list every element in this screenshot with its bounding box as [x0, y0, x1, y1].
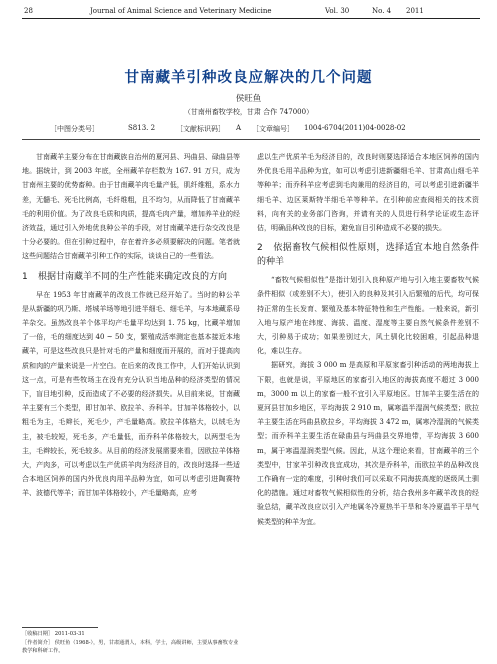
section-2-paragraph-2: 据研究，海拔 3 000 m 是高原和平原家畜引种活动的两地海拔上下限，也就是说，平原地区的家畜引入地区的海拔高度不超过 3 000 m，3000 m 以上的家畜一般不宜引入平原地区。甘加羊主要生活在的夏河县甘加乡地区，平均海拔 2 910 m，属寒温半湿润气候类型；欧拉羊主要生活在玛曲县欧拉乡，平均海拔 3 472 m，属寒冷湿润的气候类型；而乔科羊主要生活在碌曲县与玛曲县交界地带，平均海拔 3 600 m，属于寒温湿润类型气候。因此，从这个理论来看，甘南藏羊的三个类型中，甘家羊引种改良宜成功，其次是乔科羊，而欧拉羊的品种改良工作确有一定的难度，引种时我们可以采取不同海拔高度的逐级风土驯化的措施。通过对畜牧气候相似性的分析，结合我州多年藏羊改良的经验总结，藏羊改良应以引入产地属冬冷夏热半干旱和冬冷夏温半干旱气候类型的种羊为宜。	[257, 361, 479, 526]
section-1-body: 早在 1953 年甘南藏羊的改良工作就已经开始了。当时的种公羊是从新疆的巩乃斯、塔城羊场等地引进半细毛、细毛羊，与本地藏系母羊杂交。虽然改良羊个体平均产毛量平均达到 1. 75 kg，比藏羊增加了一倍，毛的细度达到 40 ~ 50 支，繁殖成活率测定也基本接近本地藏羊，可是这些改良只是针对毛的产量和细度而开展的，而对于提高肉质和肉的产量来说是一片空白。在后来的改良工作中，人们开始认识到这一点，可是有些牧场主在没有充分认识当地品种的经济类型的情况下，盲目地引种，反而造成了不必要的经济损失。从目前来说，甘南藏羊主要有三个类型，即甘加羊、欧拉羊、乔科羊。甘加羊体格较小，以粗毛为主，毛辫长，死毛少，产毛量略高。欧拉羊体格大，以绒毛为主，被毛较短，死毛多，产毛量低，而乔科羊体格较大，以两型毛为主，毛辫较长，死毛较多。从目前的经济发展需要来看，因欧拉羊体格大，产肉多，可以考虑以生产优质羊肉为经济目的，改良时选择一些适合本地区饲养的国内外优良肉用羊品种为宜，如可以考虑引进陶赛特羊、波德代等羊；而甘加羊体格较小，产毛量略高，应考	[22, 290, 240, 498]
section-2-heading	[257, 241, 479, 269]
running-header	[22, 4, 482, 18]
author-bio: 侯旺鱼（1968-），男，甘肃通渭人，本科，学士，高级讲师，主要从事畜牧专业教学和科研工作。	[22, 640, 239, 654]
year: 2011	[406, 7, 424, 15]
left-column	[22, 150, 240, 501]
issue: No. 4	[372, 7, 392, 15]
section-1-continuation: 虑以生产优质羊毛为经济目的，改良时则要选择适合本地区饲养的国内外优良毛用羊品种为宜，如可以考虑引进新疆细毛羊、甘肃高山细毛羊等种羊；而乔科羊应考虑到毛肉兼用的经济目的，可以考虑引进新疆半细毛羊、边区莱斯特半细毛羊等种羊。在引种前应查阅相关的技术资料，向有关的业务部门咨询，并请有关的人员进行科学论证或生态评估，明确品种改良的目标，避免盲目引种造成不必要的损失。	[257, 153, 479, 233]
author-affiliation: （甘南州畜牧学校，甘肃 合作 747000）	[183, 108, 314, 116]
section-1-title: 根据甘南藏羊不同的生产性能来确定改良的方向	[38, 271, 228, 282]
received-date: 2011-03-31	[54, 631, 85, 637]
received-label: ［收稿日期］	[22, 631, 54, 637]
article-meta	[50, 124, 470, 136]
journal-name: Journal of Animal Science and Veterinary Medicine	[90, 7, 272, 15]
volume: Vol. 30	[325, 7, 350, 15]
section-1-heading	[22, 270, 240, 284]
header-rule	[22, 18, 480, 19]
footnote-received	[22, 630, 240, 638]
meta-rule	[22, 139, 480, 140]
doc-code-value: A	[236, 124, 242, 132]
clc-value: S813. 2	[128, 124, 156, 132]
footnote-author	[22, 639, 240, 655]
footnote-rule	[22, 627, 98, 628]
section-2-paragraph-1: “畜牧气候相似性”是指计划引入良种原产地与引入地主要畜牧气候条件相似（或差别不大），使引入的良种及其引入后繁殖的后代，均可保持正常的生长发育、繁殖及基本特征特性和生产性能。一般来说，新引入地与原产地在纬度、海拔、温度、湿度等主要自然气候条件差别不大，引种易于成功；如果差别过大，风土驯化比较困难，引起品种退化，难以生存。	[257, 276, 479, 356]
intro-paragraph: 甘南藏羊主要分布在甘南藏族自治州的夏河县、玛曲县、碌曲县等地。据统计，到 2003 年底，全州藏羊存栏数为 167. 91 万只，成为甘南州主要的优势畜种。由于甘南藏羊肉毛量产低，肌纤维粗，系水力差，无髓毛、死毛比例高，毛纤维粗，且不均匀，从而降低了甘南藏羊毛的利用价值。为了改良毛质和肉质，提高毛肉产量，增加养羊业的经济效益，通过引入外地优良种公羊的手段，对甘南藏羊进行杂交改良是十分必要的。但在引种过程中，存在着许多必须要解决的问题。笔者就这些问题结合甘南藏羊引种工作的实际，谈谈自己的一些看法。	[22, 153, 240, 261]
right-column	[257, 150, 479, 529]
section-1-number: 1	[22, 271, 28, 282]
section-2-title: 依据畜牧气候相似性原则，选择适宜本地自然条件的种羊	[257, 243, 479, 268]
clc-label: ［中图分类号］	[50, 125, 99, 133]
doc-code-label: ［文献标识码］	[176, 125, 225, 133]
author-bio-label: ［作者简介］	[22, 640, 54, 646]
author-name: 侯旺鱼	[235, 94, 262, 104]
page-number: 28	[24, 7, 33, 15]
article-title: 甘南藏羊引种改良应解决的几个问题	[124, 70, 373, 86]
section-2-number: 2	[257, 243, 263, 254]
article-id-label: ［文章编号］	[252, 125, 294, 133]
article-id-value: 1004-6704(2011)04-0028-02	[304, 124, 406, 132]
